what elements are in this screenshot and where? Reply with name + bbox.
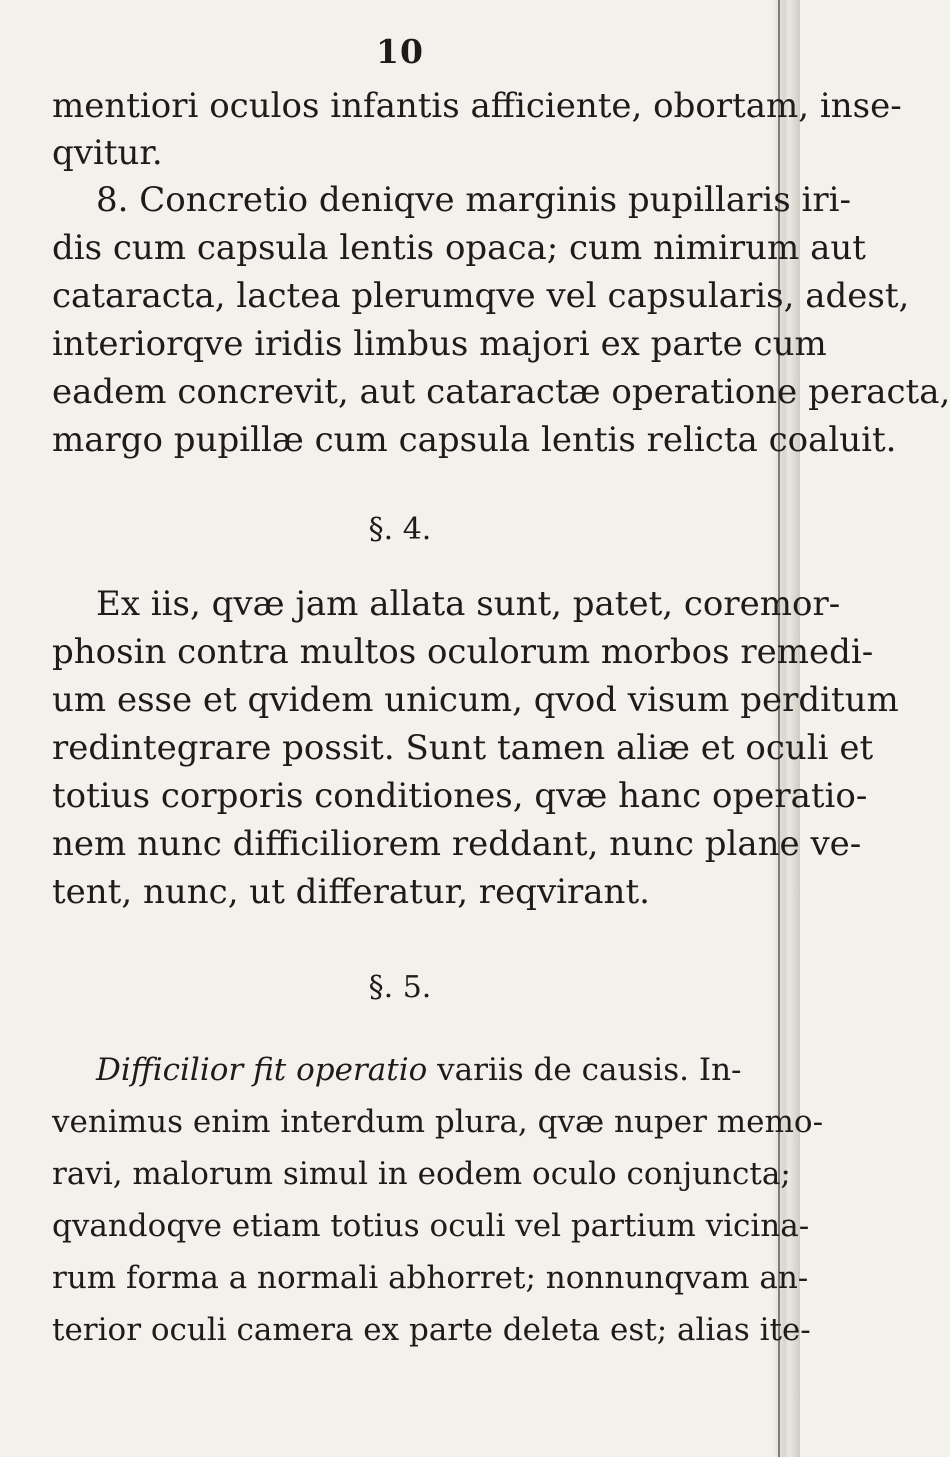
text-line: qvitur. xyxy=(52,133,163,173)
text-line: cataracta, lactea plerumqve vel capsularis, adest, xyxy=(52,276,910,316)
text-line: mentiori oculos infantis afficiente, obortam, inse- xyxy=(52,86,902,126)
text-line: ravi, malorum simul in eodem oculo conjuncta; xyxy=(52,1156,791,1192)
text-line: venimus enim interdum plura, qvæ nuper memo- xyxy=(52,1104,824,1140)
text-line: 8. Concretio deniqve marginis pupillaris iri- xyxy=(96,180,852,220)
line-rest: variis de causis. In- xyxy=(427,1052,742,1088)
text-line: margo pupillæ cum capsula lentis relicta coaluit. xyxy=(52,420,897,460)
text-line: terior oculi camera ex parte deleta est; alias ite- xyxy=(52,1312,811,1348)
text-line: um esse et qvidem unicum, qvod visum perditum xyxy=(52,680,899,720)
text-line: eadem concrevit, aut cataractæ operatione peracta, xyxy=(52,372,950,412)
text-line: interiorqve iridis limbus majori ex parte cum xyxy=(52,324,827,364)
text-line: redintegrare possit. Sunt tamen aliæ et oculi et xyxy=(52,728,874,768)
text-line: rum forma a normali abhorret; nonnunqvam an- xyxy=(52,1260,809,1296)
italic-phrase: Difficilior fit operatio xyxy=(96,1052,428,1088)
text-line: qvandoqve etiam totius oculi vel partium vicina- xyxy=(52,1208,810,1244)
text-line: totius corporis conditiones, qvæ hanc operatio- xyxy=(52,776,868,816)
text-line xyxy=(96,1050,742,1090)
section-heading: §. 4. xyxy=(368,512,432,547)
page-number: 10 xyxy=(376,32,424,71)
text-line: tent, nunc, ut differatur, reqvirant. xyxy=(52,872,650,912)
text-line: nem nunc difficiliorem reddant, nunc plane ve- xyxy=(52,824,862,864)
text-line: Ex iis, qvæ jam allata sunt, patet, coremor- xyxy=(96,584,841,624)
section-heading: §. 5. xyxy=(368,970,432,1005)
text-line: dis cum capsula lentis opaca; cum nimirum aut xyxy=(52,228,866,268)
text-line: phosin contra multos oculorum morbos remedi- xyxy=(52,632,874,672)
